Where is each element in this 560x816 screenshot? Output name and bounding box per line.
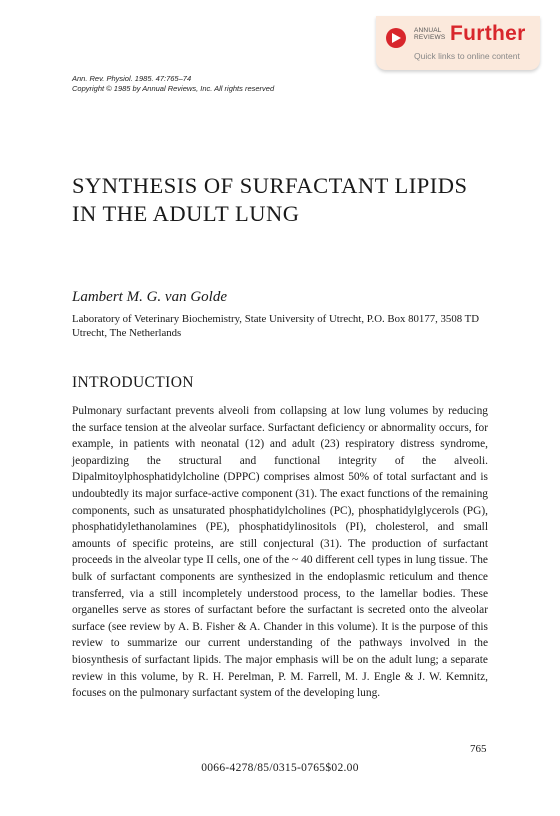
page-number: 765 (470, 743, 487, 755)
footer-code: 0066-4278/85/0315-0765$02.00 (201, 762, 359, 774)
section-heading-introduction: INTRODUCTION (72, 374, 194, 391)
author-name: Lambert M. G. van Golde (72, 289, 227, 305)
article-title: SYNTHESIS OF SURFACTANT LIPIDS IN THE ADULT LUNG (72, 173, 468, 226)
badge-further-label[interactable]: Further (450, 22, 526, 45)
badge-tagline[interactable]: Quick links to online content (414, 51, 520, 61)
citation-line: Ann. Rev. Physiol. 1985. 47:765–74 (72, 74, 192, 83)
introduction-paragraph: Pulmonary surfactant prevents alveoli from collapsing at low lung volumes by reducing the surface tension at the alveolar surface. Surfactant deficiency or abnormality occurs, for example, in patients with neonatal (12) and adult (23) respiratory distress syndrome, jeopardizing the structural and functional integrity of the alveoli. Dipalmitoylphosphatidylcholine (DPPC) comprises almost 50% of total surfactant and is undoubtedly its major surface-active component (31). The exact functions of the remaining components, such as unsaturated phosphatidylcholines (PC), phosphatidylglycerols (PG), phosphatidylethanolamines (PE), phosphatidylinositols (PI), cholesterol, and small amounts of specific proteins, are still conjectural (31). The production of surfactant proceeds in the alveolar type II cells, one of the ~ 40 different cell types in lung tissue. The bulk of surfactant components are synthesized in the endoplasmic reticulum and thence transferred, via a still incompletely understood process, to the lamellar bodies. These organelles serve as stores of surfactant before the surfactant is secreted onto the alveolar surface (see review by A. B. Fisher & A. Chander in this volume). It is the purpose of this review to summarize our current understanding of the pathways involved in the biosynthesis of surfactant lipids. The major emphasis will be on the adult lung; a separate review in this volume, by R. H. Perelman, P. M. Farrell, M. J. Engle & J. W. Kemnitz, focuses on the pulmonary surfactant system of the developing lung. (72, 405, 488, 700)
journal-citation (72, 74, 274, 94)
annual-reviews-logo-icon (386, 28, 406, 48)
author-affiliation: Laboratory of Veterinary Biochemistry, State University of Utrecht, P.O. Box 80177, 3508 TD Utrecht, The Netherlands (72, 313, 480, 339)
annual-reviews-further-badge[interactable] (376, 16, 540, 70)
copyright-line: Copyright © 1985 by Annual Reviews, Inc. All rights reserved (72, 84, 275, 93)
badge-brand: ANNUAL REVIEWS (414, 27, 446, 41)
